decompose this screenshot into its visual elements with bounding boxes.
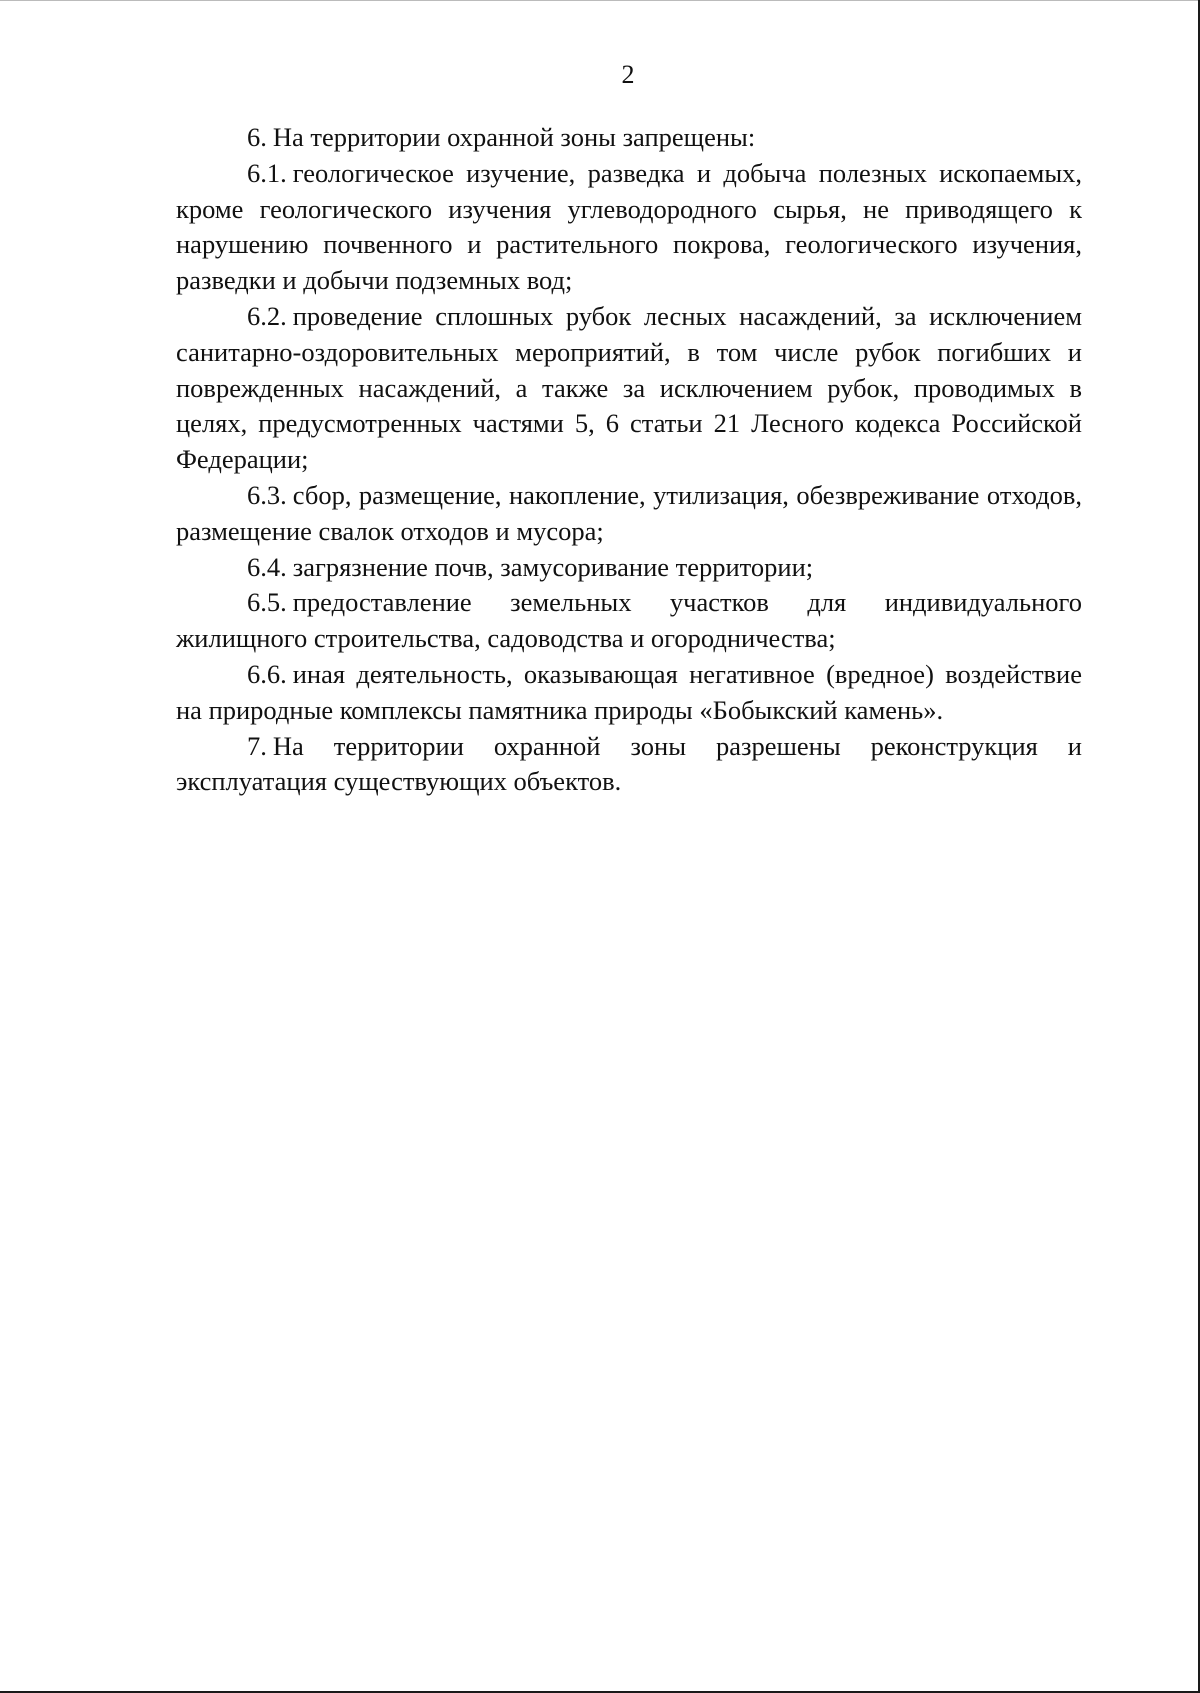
paragraph-number: 6.6.	[247, 658, 287, 689]
paragraph-text: загрязнение почв, замусоривание территории;	[292, 551, 814, 582]
paragraph-6-2	[176, 299, 1082, 478]
paragraph-number: 6.3.	[247, 479, 287, 510]
paragraph-6-1	[176, 156, 1082, 299]
scan-edge-top	[0, 0, 1200, 1]
paragraph-6-4	[176, 550, 1082, 586]
paragraph-number: 6.	[247, 122, 267, 152]
paragraph-6-6	[176, 657, 1082, 729]
paragraph-number: 6.1.	[247, 157, 287, 188]
paragraph-number: 6.4.	[247, 551, 287, 582]
paragraph-text: геологическое изучение, разведка и добыча полезных ископаемых, кроме геологического изучения углеводородного сырья, не приводящего к нарушению почвенного и растительного покрова, геологического изучения, разведки и добычи подземных вод;	[176, 157, 1082, 296]
paragraph-6-5	[176, 585, 1082, 657]
paragraph-number: 7.	[247, 730, 267, 761]
paragraph-6	[176, 120, 1082, 156]
paragraph-number: 6.2.	[247, 300, 287, 331]
paragraph-text: иная деятельность, оказывающая негативное (вредное) воздействие на природные комплексы памятника природы «Бобыкский камень».	[176, 658, 1082, 725]
paragraph-text: На территории охранной зоны разрешены реконструкция и эксплуатация существующих объектов.	[176, 730, 1082, 797]
page-number: 2	[621, 60, 635, 89]
paragraph-number: 6.5.	[247, 587, 287, 618]
paragraph-6-3	[176, 478, 1082, 550]
paragraph-text: предоставление земельных участков для индивидуального жилищного строительства, садоводства и огородничества;	[176, 587, 1082, 654]
paragraph-text: проведение сплошных рубок лесных насаждений, за исключением санитарно-оздоровительных мероприятий, в том числе рубок погибших и поврежденных насаждений, а также за исключением рубок, проводимых в целях, предусмотренных частями 5, 6 статьи 21 Лесного кодекса Российской Федерации;	[176, 300, 1082, 475]
paragraph-text: сбор, размещение, накопление, утилизация, обезвреживание отходов, размещение свалок отходов и мусора;	[176, 479, 1082, 546]
paragraph-text: На территории охранной зоны запрещены:	[272, 122, 756, 152]
document-body	[176, 120, 1082, 800]
paragraph-7	[176, 729, 1082, 801]
